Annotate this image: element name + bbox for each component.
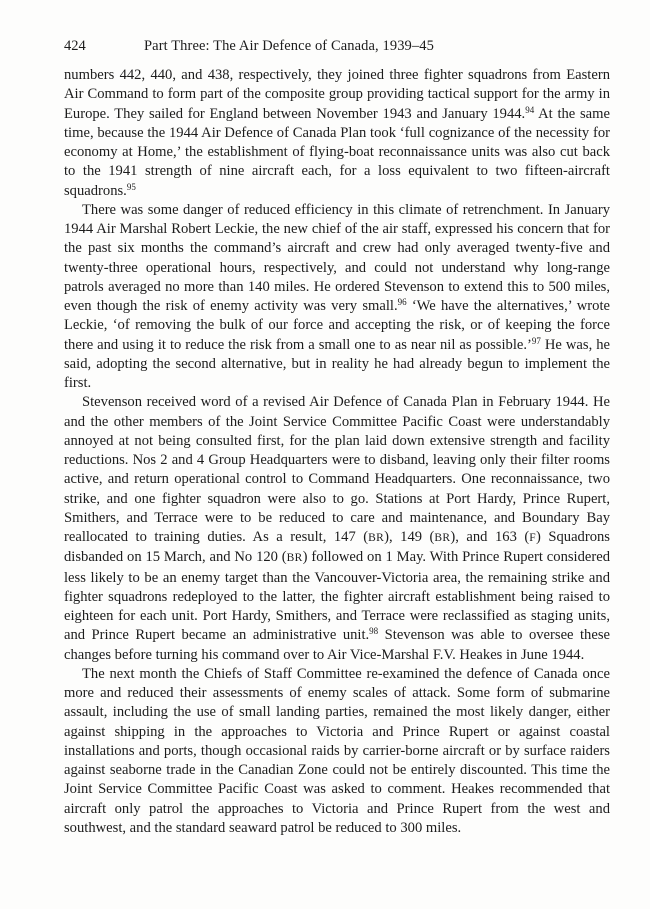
footnote-ref: 98 bbox=[369, 626, 379, 637]
paragraph bbox=[64, 393, 610, 665]
paragraph bbox=[64, 66, 610, 201]
paragraph bbox=[64, 201, 610, 394]
footnote-ref: 95 bbox=[126, 181, 136, 192]
paragraph bbox=[64, 665, 610, 838]
body-text bbox=[64, 66, 610, 838]
text-run: ‘We have the alternatives,’ wrote Leckie, ‘of removing the bulk of our force and accepting the risk, or of keeping the force there and using it to reduce the risk from a small one to as near nil as possible.’ bbox=[64, 298, 610, 353]
text-run: numbers 442, 440, and 438, respectively, they joined three fighter squadrons from Eastern Air Command to form part of the composite group providing tactical support for the army in Europe. They sailed for England between November 1943 and January 1944. bbox=[64, 67, 610, 122]
text-run: ) followed on 1 May. With Prince Rupert considered less likely to be an enemy target than the Vancouver-Victoria area, the remaining strike and fighter squadrons redeployed to the latter, the fighter aircraft establishment being raised to eighteen for each unit. Port Hardy, Smithers, and Terrace were reclassified as staging units, and Prince Rupert became an administrative unit. bbox=[64, 549, 611, 644]
unit-type-abbrev: BR bbox=[368, 532, 385, 544]
text-run: There was some danger of reduced efficiency in this climate of retrenchment. In January 1944 Air Marshal Robert Leckie, the new chief of the air staff, expressed his concern that for the past six months the command’s aircraft and crew had only averaged twenty-five and twenty-three operational hours, respectively, and could not understand why long-range patrols averaged no more than 140 miles. He ordered Stevenson to extend this to 500 miles, even though the risk of enemy activity was very small. bbox=[64, 201, 610, 314]
unit-type-abbrev: BR bbox=[286, 552, 303, 565]
text-run: ), and 163 ( bbox=[450, 529, 530, 545]
footnote-ref: 96 bbox=[397, 297, 407, 307]
footnote-ref: 94 bbox=[525, 104, 535, 115]
running-header bbox=[64, 36, 608, 56]
unit-type-abbrev: BR bbox=[434, 532, 451, 544]
footnote-ref: 97 bbox=[531, 335, 541, 346]
unit-type-abbrev: F bbox=[529, 532, 536, 544]
text-run: The next month the Chiefs of Staff Committee re-examined the defence of Canada once more and reduced their assessments of enemy scales of attack. Some form of submarine assault, including the use of small landing parties, remained the most likely danger, either against shipping in the approaches to Victoria and Prince Rupert or against coastal installations and ports, though occasional raids by carrier-borne aircraft or by surface raiders against seaborne trade in the Canadian Zone could not be entirely discounted. This time the Joint Service Committee Pacific Coast was asked to comment. Heakes recommended that aircraft only patrol the approaches to Victoria and Prince Rupert from the west and southwest, and the standard seaward patrol be reduced to 300 miles. bbox=[64, 665, 610, 836]
text-run: ), 149 ( bbox=[384, 529, 435, 545]
text-run: Stevenson was able to oversee these changes before turning his command over to Air Vice-Marshal F.V. Heakes in June 1944. bbox=[64, 627, 610, 663]
text-run: At the same time, because the 1944 Air Defence of Canada Plan took ‘full cognizance of the necessity for economy at Home,’ the establishment of flying-boat reconnaissance units was also cut back to the 1941 strength of nine aircraft each, for a loss equivalent to two fifteen-aircraft squadrons. bbox=[64, 105, 610, 199]
text-run: ) Squadrons disbanded on 15 March, and No 120 ( bbox=[64, 529, 610, 566]
text-run: He was, he said, adopting the second alternative, but in reality he had already begun to implement the first. bbox=[64, 336, 610, 391]
text-run: Stevenson received word of a revised Air Defence of Canada Plan in February 1944. He and the other members of the Joint Service Committee Pacific Coast were understandably annoyed at not being consulted first, for the plan laid down extensive strength and facility reductions. Nos 2 and 4 Group Headquarters were to disband, leaving only their filter rooms active, and return operational control to Command Headquarters. One reconnaissance, two strike, and one fighter squadron were also to go. Stations at Port Hardy, Prince Rupert, Smithers, and Terrace were to be reduced to care and maintenance, and Boundary Bay reallocated to training duties. As a result, 147 ( bbox=[64, 394, 610, 545]
page-number: 424 bbox=[64, 38, 86, 54]
running-title: Part Three: The Air Defence of Canada, 1939–45 bbox=[144, 38, 434, 54]
